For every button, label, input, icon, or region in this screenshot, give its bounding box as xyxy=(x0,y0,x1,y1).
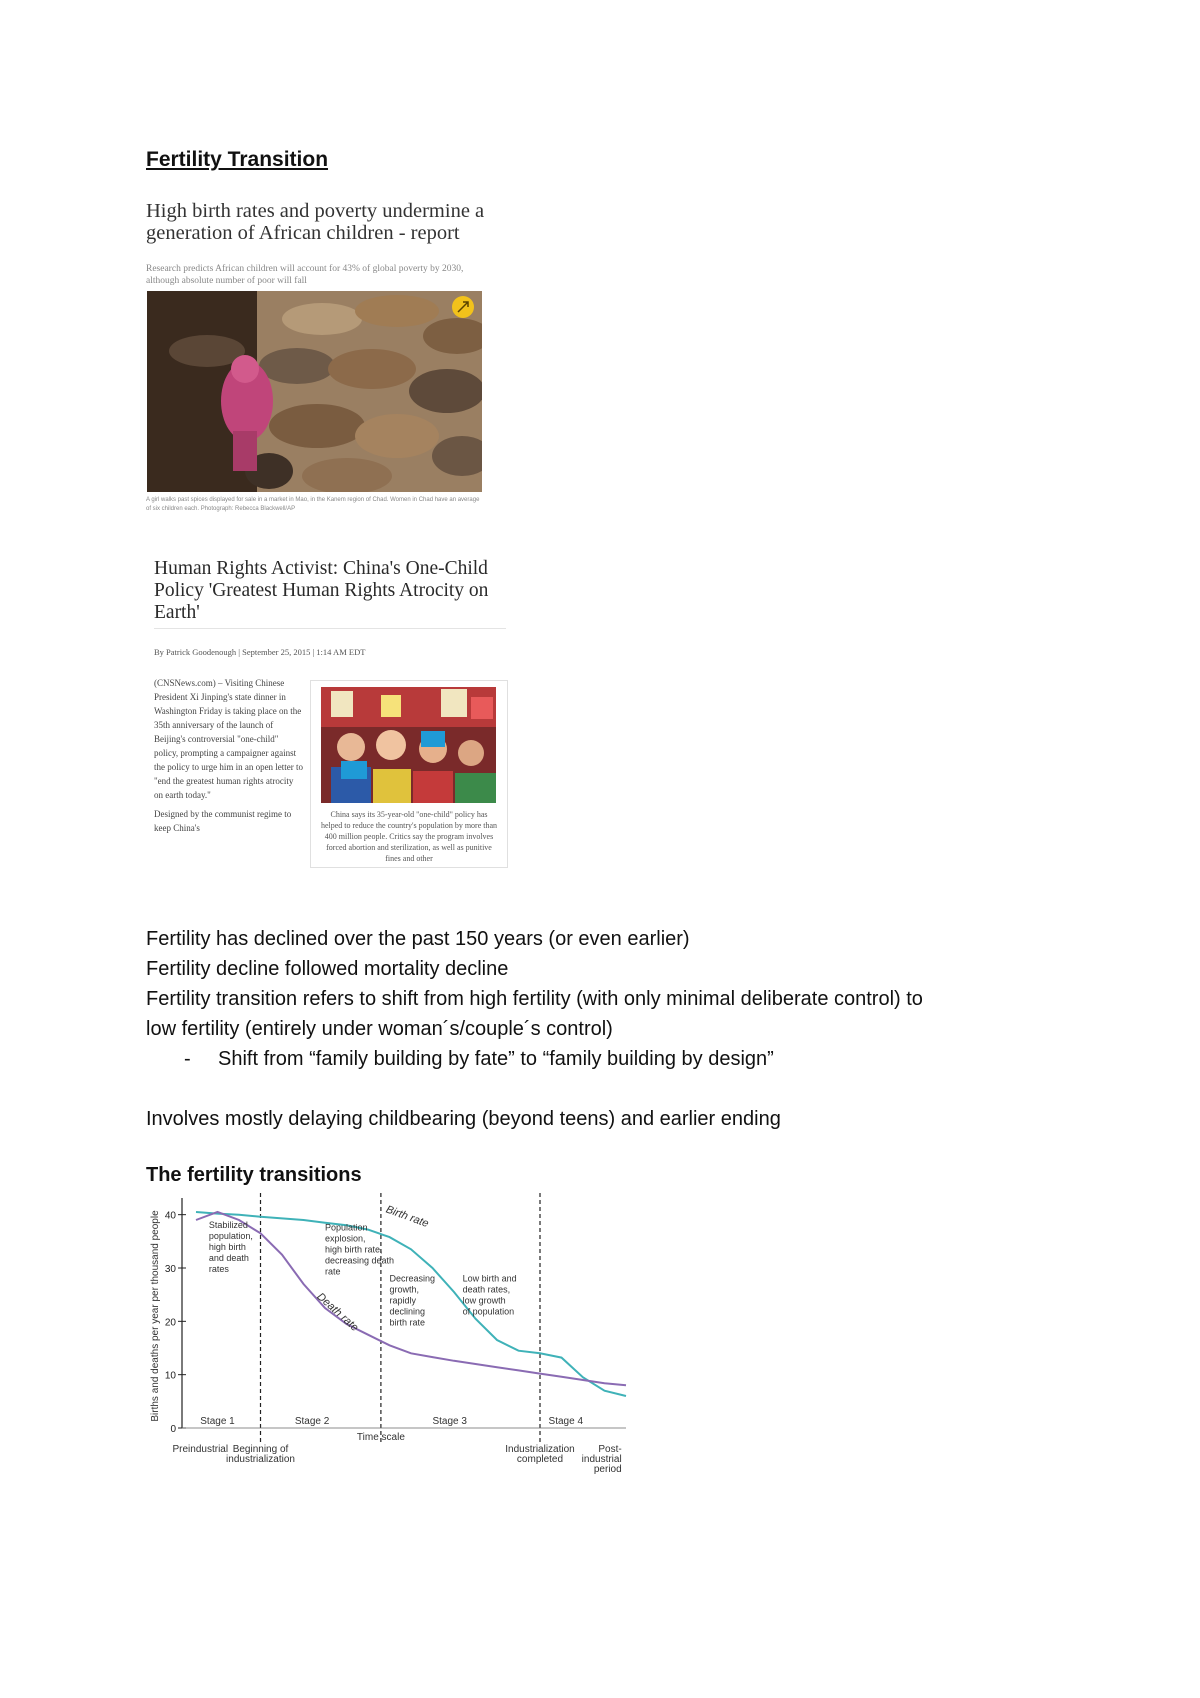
x-label-line: completed xyxy=(516,1454,564,1465)
chart-annotation-line: and death xyxy=(208,1253,249,1263)
death-rate-label: Death rate xyxy=(314,1290,361,1334)
market-spices-photo-art xyxy=(147,291,482,492)
body-line-1: Fertility has declined over the past 150 years (or even earlier) xyxy=(146,928,690,950)
x-label xyxy=(505,1444,574,1465)
stage-label: Stage 1 xyxy=(200,1416,235,1427)
chart-annotation-line: explosion, xyxy=(325,1233,366,1244)
body-line-2: Fertility decline followed mortality decline xyxy=(146,958,509,980)
chart-annotation xyxy=(209,1220,253,1274)
x-label-line: industrial xyxy=(581,1454,622,1465)
chart-annotation xyxy=(390,1273,436,1327)
chart-annotation-line: Decreasing xyxy=(389,1273,436,1284)
chart-annotation-line: decreasing death xyxy=(325,1255,395,1266)
chart-annotation-line: rate xyxy=(325,1266,341,1277)
x-label xyxy=(582,1444,622,1475)
chart-annotation-line: rapidly xyxy=(389,1295,417,1306)
children-placards-photo xyxy=(321,687,496,803)
chart-annotation-line: Population xyxy=(325,1222,368,1233)
market-spices-photo xyxy=(147,291,482,492)
chart-annotation-line: death rates, xyxy=(462,1284,511,1295)
chart-annotation xyxy=(325,1223,394,1277)
x-axis-label: Time scale xyxy=(356,1432,405,1443)
children-placards-photo-art xyxy=(321,687,496,803)
y-tick-label: 30 xyxy=(164,1264,176,1275)
chart-annotation-line: birth rate xyxy=(389,1317,426,1328)
y-tick-label: 0 xyxy=(170,1424,176,1435)
clipping2-headline: Human Rights Activist: China's One-Child Policy 'Greatest Human Rights Atrocity on Earth' xyxy=(154,558,489,623)
chart-svg xyxy=(146,1190,636,1490)
body-line-4: low fertility (entirely under woman´s/couple´s control) xyxy=(146,1018,613,1040)
chart-annotation-line: population, xyxy=(208,1231,253,1241)
x-label xyxy=(173,1444,229,1455)
body-line-5: Involves mostly delaying childbearing (beyond teens) and earlier ending xyxy=(146,1108,781,1130)
x-label-line: Industrialization xyxy=(505,1444,575,1455)
x-label-line: Beginning of xyxy=(232,1444,289,1455)
bullet-text: Shift from “family building by fate” to “family building by design” xyxy=(218,1048,774,1070)
x-label-line: industrialization xyxy=(226,1454,295,1465)
chart-annotation-line: Stabilized xyxy=(208,1220,248,1230)
y-tick-label: 20 xyxy=(164,1317,176,1329)
clipping2-body-paragraph-1: (CNSNews.com) – Visiting Chinese President Xi Jinping's state dinner in Washington Friday is taking place on the 35th anniversary of the launch of Beijing's controversial "one-child" policy, prompting a campaigner against the policy to urge him in an open letter to "end the greatest human rights atrocity on earth today." xyxy=(154,678,304,800)
clipping1-caption: A girl walks past spices displayed for sale in a market in Mao, in the Kanem region of Chad. Women in Chad have an average of six children each. Photograph: Rebecca Blackwell/AP xyxy=(146,497,480,512)
chart-annotation-line: rates xyxy=(208,1264,229,1274)
chart-annotation-line: declining xyxy=(389,1306,426,1317)
chart-annotation-line: growth, xyxy=(389,1284,420,1295)
bullet-dash: - xyxy=(184,1048,191,1070)
x-label xyxy=(226,1444,295,1465)
clipping2-photo-box xyxy=(310,680,508,868)
stage-label: Stage 4 xyxy=(548,1416,584,1427)
clipping2-body xyxy=(154,676,304,866)
x-label-line: Preindustrial xyxy=(172,1444,229,1455)
clipping2-body-paragraph-2: Designed by the communist regime to keep China's xyxy=(154,809,292,833)
stage-label: Stage 2 xyxy=(294,1416,330,1427)
chart-annotation-line: high birth xyxy=(208,1242,246,1252)
chart-annotation xyxy=(463,1273,517,1316)
chart-annotation-line: high birth rate, xyxy=(325,1244,383,1255)
x-label-line: period xyxy=(593,1464,622,1475)
body-text xyxy=(146,924,1106,1134)
chart-annotation-line: of population xyxy=(462,1306,515,1317)
birth-rate-label: Birth rate xyxy=(384,1203,431,1231)
stage-label: Stage 3 xyxy=(432,1416,467,1427)
body-line-3: Fertility transition refers to shift from high fertility (with only minimal deliberate control) to xyxy=(146,988,923,1010)
chart-annotation-line: low growth xyxy=(462,1295,506,1306)
page-title: Fertility Transition xyxy=(146,148,329,171)
clipping1-standfirst: Research predicts African children will account for 43% of global poverty by 2030, although absolute number of poor will fall xyxy=(146,264,464,286)
bullet-item xyxy=(146,1044,1106,1074)
y-tick-label: 10 xyxy=(164,1370,176,1382)
chart-heading: The fertility transitions xyxy=(146,1164,362,1186)
demographic-transition-chart xyxy=(146,1190,636,1495)
chart-annotation-line: Low birth and xyxy=(462,1273,517,1284)
clipping2-divider xyxy=(154,628,506,629)
y-tick-label: 40 xyxy=(164,1210,176,1222)
clipping2-photo-caption: China says its 35-year-old "one-child" policy has helped to reduce the country's population by more than 400 million people. Critics say the program involves forced abortion and sterilization, as well as punitive fines and other xyxy=(320,810,498,863)
y-axis-label: Births and deaths per year per thousand people xyxy=(150,1210,161,1422)
clipping2-byline: By Patrick Goodenough | September 25, 2015 | 1:14 AM EDT xyxy=(154,647,366,657)
x-label-line: Post- xyxy=(598,1444,622,1455)
clipping1-headline: High birth rates and poverty undermine a generation of African children - report xyxy=(146,200,485,244)
